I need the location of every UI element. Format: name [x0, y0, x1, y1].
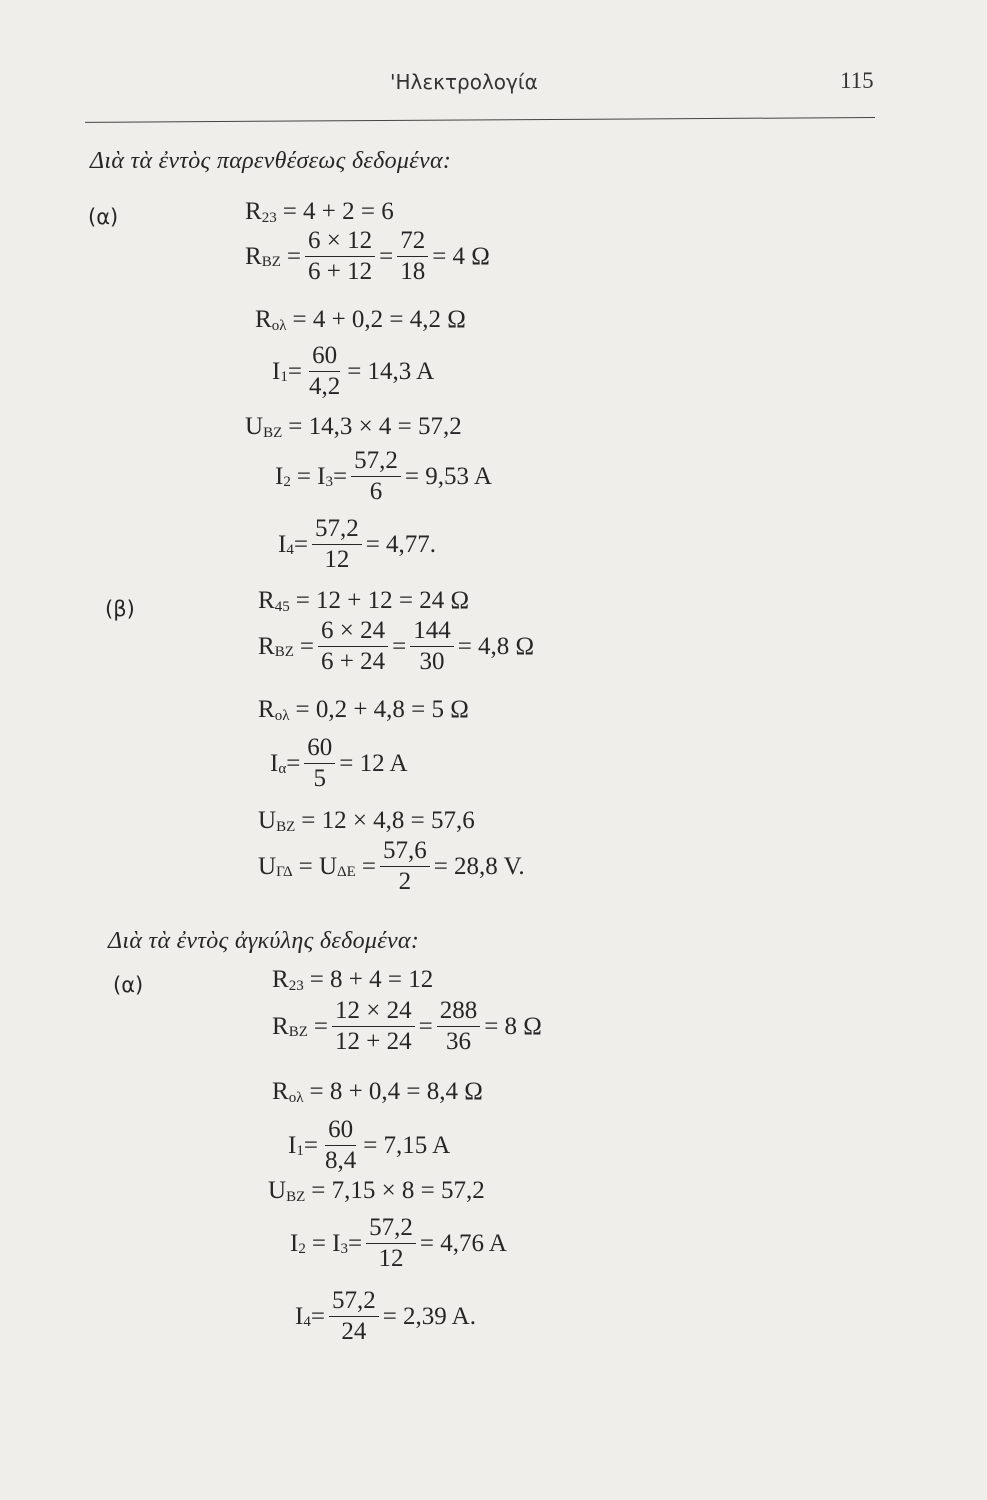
section-heading-brackets: Διὰ τὰ ἐντὸς ἀγκύλης δεδομένα: — [108, 928, 420, 954]
equation-rol: R $_{o\lambda}$ = 0,2 + 4,8 = 5 Ω — [258, 696, 469, 724]
fraction: $\frac{6 \times 24}{6 + 24}$ — [318, 618, 388, 676]
equation-ia: I $_\alpha$ = $\frac{60}{5}$ = 12 A — [270, 734, 408, 793]
equation-r45: R $_{45}$ = 12 + 12 = 24 Ω — [258, 587, 470, 615]
fraction: $\frac{72}{18}$ — [397, 228, 428, 286]
equation-rol: R $_{o\lambda}$ = 4 + 0,2 = 4,2 Ω — [255, 306, 466, 334]
equation-i2-i3: I $_2$ = I $_3$ = $\frac{57,2}{6}$ = 9,53 A — [275, 447, 492, 506]
equation-rbz: R $_{BZ}$ = $\frac{6 \times 12}{6 + 12}$ = $\frac{72}{18}$ = 4 Ω — [245, 227, 490, 286]
equation-ugd: U $_{\Gamma\Delta}$ = U $_{\Delta E}$ = $\frac{57,6}{2}$ = 28,8 V. — [258, 837, 525, 896]
running-header-title: 'Ηλεκτρολογία — [390, 70, 538, 94]
fraction: $\frac{57,2}{12}$ — [366, 1215, 416, 1273]
equation-rbz: R $_{BZ}$ = $\frac{12 \times 24}{12 + 24}$ = $\frac{288}{36}$ = 8 Ω — [272, 997, 542, 1056]
page-number: 115 — [840, 68, 874, 93]
case-label-b: (β) — [105, 597, 135, 621]
fraction: $\frac{12 \times 24}{12 + 24}$ — [332, 998, 415, 1056]
fraction: $\frac{57,6}{2}$ — [380, 838, 430, 896]
header-rule — [85, 117, 875, 123]
equation-ubz: U $_{BZ}$ = 12 × 4,8 = 57,6 — [258, 807, 475, 835]
equation-i2-i3: I $_2$ = I $_3$ = $\frac{57,2}{12}$ = 4,76 A — [290, 1214, 507, 1273]
equation-i4: I $_4$ = $\frac{57,2}{24}$ = 2,39 A. — [295, 1287, 476, 1346]
case-label-a: (α) — [88, 205, 119, 229]
equation-i1: I $_1$ = $\frac{60}{8,4}$ = 7,15 A — [288, 1116, 451, 1175]
fraction: $\frac{60}{8,4}$ — [324, 1116, 357, 1175]
fraction: $\frac{60}{5}$ — [304, 735, 335, 793]
fraction: $\frac{288}{36}$ — [437, 998, 481, 1056]
fraction: $\frac{57,2}{6}$ — [351, 448, 401, 506]
fraction: $\frac{57,2}{24}$ — [329, 1288, 379, 1346]
fraction: $\frac{144}{30}$ — [410, 618, 454, 676]
equation-i4: I $_4$ = $\frac{57,2}{12}$ = 4,77. — [278, 515, 437, 574]
equation-ubz: U $_{BZ}$ = 7,15 × 8 = 57,2 — [268, 1177, 485, 1205]
fraction: $\frac{6 \times 12}{6 + 12}$ — [305, 228, 375, 286]
fraction: $\frac{57,2}{12}$ — [312, 516, 362, 574]
case-label-a: (α) — [113, 973, 144, 997]
section-heading-parentheses: Διὰ τὰ ἐντὸς παρενθέσεως δεδομένα: — [90, 148, 452, 174]
fraction: $\frac{60}{4,2}$ — [308, 342, 341, 401]
equation-i1: I $_1$ = $\frac{60}{4,2}$ = 14,3 A — [272, 342, 435, 401]
equation-rol: R $_{o\lambda}$ = 8 + 0,4 = 8,4 Ω — [272, 1078, 483, 1106]
equation-r23: R $_{23}$ = 8 + 4 = 12 — [272, 966, 434, 994]
equation-rbz: R $_{BZ}$ = $\frac{6 \times 24}{6 + 24}$ = $\frac{144}{30}$ = 4,8 Ω — [258, 617, 535, 676]
equation-ubz: U $_{BZ}$ = 14,3 × 4 = 57,2 — [245, 413, 462, 441]
equation-r23: R $_{23}$ = 4 + 2 = 6 — [245, 198, 394, 226]
